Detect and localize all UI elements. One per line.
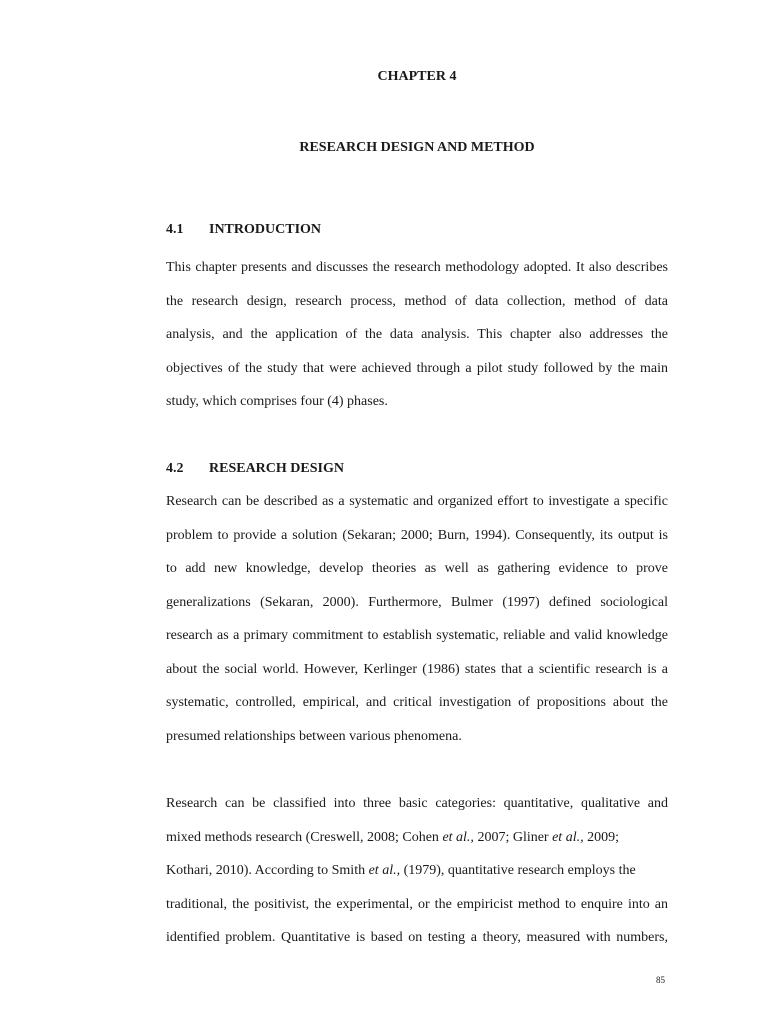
text-run: (1979), quantitative research employs the xyxy=(400,863,636,878)
section-number: 4.1 xyxy=(166,222,184,237)
italic-run: et al., xyxy=(552,829,584,845)
section-title: RESEARCH DESIGN xyxy=(209,461,344,476)
text-line: the research design, research process, method of data collection, method of data xyxy=(166,293,668,309)
italic-run: et al., xyxy=(442,829,474,845)
chapter-label: CHAPTER 4 xyxy=(377,69,457,84)
italic-run: et al., xyxy=(368,863,401,878)
section-number: 4.2 xyxy=(166,461,184,476)
text-line: study, which comprises four (4) phases. xyxy=(166,394,388,409)
text-line: systematic, controlled, empirical, and critical investigation of propositions about the xyxy=(166,695,668,710)
text-line: research as a primary commitment to establish systematic, reliable and valid knowledge xyxy=(166,628,668,643)
text-line: problem to provide a solution (Sekaran; 2000; Burn, 1994). Consequently, its output is xyxy=(166,527,668,543)
text-line xyxy=(166,821,668,855)
text-line: traditional, the positivist, the experimental, or the empiricist method to enquire into an xyxy=(166,896,668,912)
section-title: INTRODUCTION xyxy=(209,222,322,237)
text-run: mixed methods research (Creswell, 2008; Cohen xyxy=(166,829,443,845)
text-line: identified problem. Quantitative is based on testing a theory, measured with numbers, xyxy=(166,930,668,945)
text-line xyxy=(166,854,668,888)
page-number: 85 xyxy=(656,975,665,985)
text-run: 2009; xyxy=(583,829,619,845)
paragraph-research-design-2 xyxy=(166,787,668,955)
text-run: 2007; Gliner xyxy=(473,829,553,845)
section-heading-introduction xyxy=(166,221,321,239)
text-line: to add new knowledge, develop theories as well as gathering evidence to prove xyxy=(166,561,668,576)
section-heading-research-design xyxy=(166,460,344,478)
text-line: Research can be classified into three basic categories: quantitative, qualitative and xyxy=(166,796,668,811)
paragraph-research-design-1 xyxy=(166,485,668,753)
paragraph-introduction xyxy=(166,251,668,419)
text-line: presumed relationships between various phenomena. xyxy=(166,728,462,744)
text-line: analysis, and the application of the data analysis. This chapter also addresses the xyxy=(166,327,668,342)
text-run: Kothari, 2010). According to Smith xyxy=(166,863,369,878)
text-line: This chapter presents and discusses the research methodology adopted. It also describes xyxy=(166,260,668,275)
text-line: objectives of the study that were achieved through a pilot study followed by the main xyxy=(166,360,668,376)
text-line: about the social world. However, Kerlinger (1986) states that a scientific research is a xyxy=(166,661,668,677)
text-line: Research can be described as a systematic and organized effort to investigate a specific xyxy=(166,494,668,509)
text-line: generalizations (Sekaran, 2000). Furthermore, Bulmer (1997) defined sociological xyxy=(166,594,668,610)
chapter-title: RESEARCH DESIGN AND METHOD xyxy=(299,140,535,155)
